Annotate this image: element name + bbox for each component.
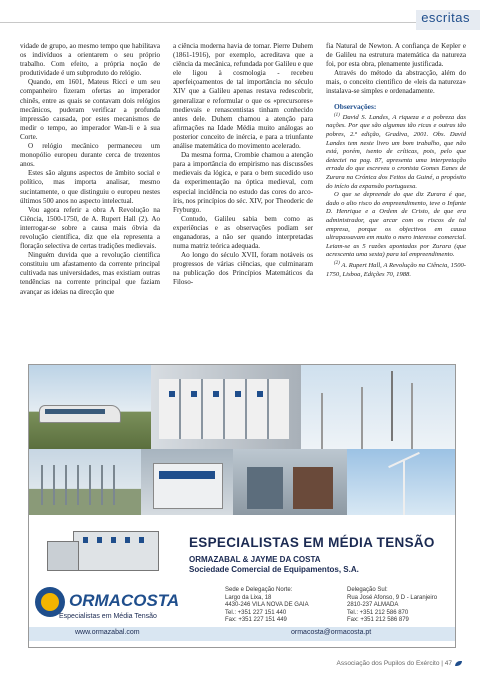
equipment-illustration: [43, 521, 173, 577]
leaf-icon: [455, 661, 462, 666]
section-label: escritas: [421, 10, 470, 25]
ormacosta-logo: [35, 583, 183, 629]
logo-text: ORMACOSTA: [69, 591, 180, 610]
email-link[interactable]: ormacosta@ormacosta.pt: [291, 629, 372, 636]
paragraph: O relógio mecânico permaneceu um monopólio europeu durante cerca de trezentos anos.: [20, 142, 160, 169]
address-line: Delegação Sul:: [347, 587, 388, 593]
text-column-1: [20, 42, 160, 297]
ad-title: ESPECIALISTAS EM MÉDIA TENSÃO: [189, 535, 435, 550]
text-column-2: [173, 42, 313, 288]
page-footer: [336, 660, 462, 667]
website-link[interactable]: www.ormazabal.com: [75, 629, 140, 636]
paragraph: Estes são alguns aspectos de âmbito social e político, mas importa analisar, mesmo sucintamente, o que distinguiu o europeu nestes últimos 500 anos no aspecto intelectual.: [20, 169, 160, 205]
ad-company: ORMAZABAL & JAYME DA COSTA: [189, 555, 321, 564]
address-south: [347, 587, 437, 625]
paragraph: Ao longo do século XVII, foram notáveis os progressos de várias ciências, que culminaram na publicação dos Princípios Matemáticos da Filoso-: [173, 251, 313, 287]
paragraph: Através do método da abstracção, além do mais, o conceito científico de «leis da natureza» instalava-se simples e ordenadamente.: [326, 69, 466, 96]
footnote-text: David S. Landes, A riqueza e a pobreza das nações. Por que são algumas tão ricas e outras tão pobres, 2.ª edição, Gradiva, 2001. Obs. David Landes tem neste livro um bom trabalho, que não está, porém, isento de críticas, pois, pelo que detectei na pag. 87, apresenta uma interpretação errada do que escreveu o cronista Gomes Eanes de Zurara na Crónica dos Feitos da Guiné, a propósito do início da expansão portuguesa.: [326, 113, 466, 190]
header-bar: [0, 0, 480, 36]
paragraph: Quando, em 1601, Mateus Ricci e um seu companheiro fizeram ofertas ao imperador chinês, entre as quais se contavam dois relógios mecânicos, puderam verificar a profunda impressão causada, por estes mecanismos de medir o tempo, ao imperador Wan-li e à sua Corte.: [20, 78, 160, 141]
advertisement: [28, 364, 456, 648]
tram-photo: [29, 365, 151, 449]
footnote-mark: (2): [334, 260, 340, 266]
paragraph: Contudo, Galileu sabia bem como as experiências e as observações podiam ser enganadoras, a não ser quando interpretadas numa matriz teórica adequada.: [173, 214, 313, 251]
paragraph: vidade de grupo, ao mesmo tempo que habilitava os indivíduos a orientarem o seu próprio trabalho. Com efeito, a própria noção de produtividade é um subproduto do relógio.: [20, 42, 160, 78]
transformer-photo: [233, 449, 347, 515]
paragraph: Vou agora referir a obra A Revolução na Ciência, 1500-1750, de A. Rupert Hall (2). Ao interrogar-se sobre a causa mais óbvia da revolução científica, diz que ela representa a floração selectiva de certas tradições medievais.: [20, 205, 160, 251]
address-line: Rua José Afonso, 9 D - Laranjeiro: [347, 594, 438, 601]
address-line: 2810-237 ALMADA: [347, 602, 399, 609]
address-line: Tel.: +351 227 151 440: [225, 609, 287, 616]
address-line: Fax: +351 227 151 449: [225, 617, 287, 624]
switchgear-photo: [151, 365, 301, 449]
notes-title: Observações:: [334, 101, 377, 111]
footnote-2: [326, 260, 466, 279]
address-line: Largo da Lixa, 18: [225, 594, 272, 601]
address-line: Sede e Delegação Norte:: [225, 587, 293, 593]
paragraph: fia Natural de Newton. A confiança de Kepler e de Galileu na estrutura matemática da natureza foi, por esta obra, plenamente justificada.: [326, 42, 466, 69]
address-line: Fax: +351 212 586 879: [347, 617, 409, 624]
footnote-mark: (1): [334, 112, 340, 118]
logo-subtitle: Especialistas em Média Tensão: [59, 613, 157, 620]
address-north: [225, 587, 309, 625]
address-line: Tel.: +351 212 586 870: [347, 609, 409, 616]
header-rule: [0, 22, 480, 23]
footer-text: Associação dos Pupilos do Exército | 47: [336, 660, 452, 667]
wind-turbine-sky-photo: [347, 449, 455, 515]
footnote-text: A. Rupert Hall, A Revolução na Ciência, 1500-1750, Lisboa, Edições 70, 1988.: [326, 262, 466, 278]
wind-turbines-photo: [301, 365, 455, 449]
ad-company-type: Sociedade Comercial de Equipamentos, S.A.: [189, 565, 359, 574]
ad-photo-collage: [29, 365, 455, 515]
address-line: 4430-246 VILA NOVA DE GAIA: [225, 602, 309, 609]
substation-photo: [29, 449, 141, 515]
paragraph: a ciência moderna havia de tomar. Pierre Duhem (1861-1916), por exemplo, acreditava que a ciência da mecânica, refundada por Galileu e que ele ligou à cosmologia - recebeu aperfeiçoamentos de tal importância no século XIV que a Galileu apenas restava redescobrir, generalizar e reformular o que os «precursores» medievais e renascentistas tinham conhecido antes dele. Duhem chamou a atenção para afirmações na Idade Média muito análogas ao posterior conceito de inércia, e para a triunfante análise matemática do movimento acelerado.: [173, 42, 313, 151]
text-column-3: [326, 42, 466, 279]
paragraph: Ninguém duvida que a revolução científica constituiu um afastamento da corrente principal cultivada nas universidades, mas existiam outras tendências na corrente principal que faziam avançar as ideias na direcção que: [20, 251, 160, 296]
footnote-1-continued: O que se depreende do que diz Zurara é que, dado o alto risco do empreendimento, teve o Infante D. Henrique e a Ordem de Cristo, de que era administrador, que arcar com os riscos de tal empresa, porque os objectivos em causa ultrapassavam em muito o mero interesse comercial. Leiam-se as 5 razões apontadas por Zurara (que acrescenta uma sexta) para tal empreendimento.: [326, 191, 466, 259]
footnote-1: [326, 112, 466, 192]
cabinet-photo: [141, 449, 233, 515]
paragraph: Da mesma forma, Crombie chamou a atenção para a importância do empirismo nas discussões medievais da lógica, e para o bem sucedido uso da experimentação na óptica medieval, com especial incidência no estudo das cores do arco-íris, nos princípios do séc. XIV, por Theoderic de Fryburgo.: [173, 151, 313, 214]
